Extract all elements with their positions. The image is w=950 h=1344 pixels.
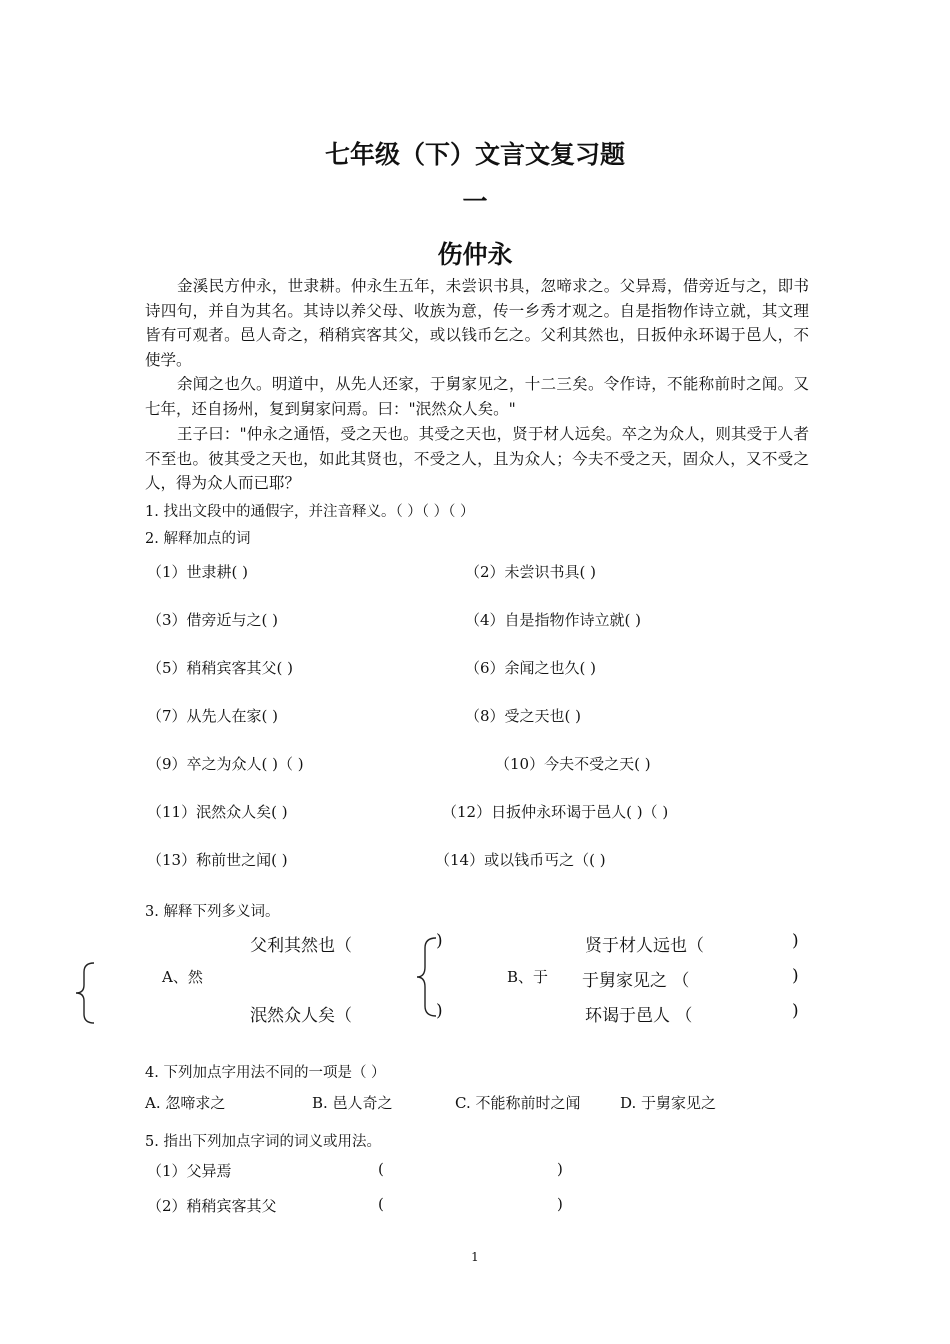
question-2: 2. 解释加点的词 (145, 531, 251, 547)
q2-item: （3）借旁近与之( ) (147, 611, 279, 629)
q4-option: D. 于舅家见之 (620, 1094, 717, 1112)
question-1: 1. 找出文段中的通假字，并注音释义。（ ）（ ）（ ） (145, 504, 475, 520)
q3-a-line: 父利其然也（ (250, 936, 352, 956)
left-brace-icon (72, 960, 100, 1026)
q5-item: （1）父异焉 (147, 1162, 232, 1180)
q3-b-close: ) (792, 1001, 799, 1021)
q3-a-label: A、然 (162, 968, 203, 986)
question-4: 4. 下列加点字用法不同的一项是（ ） (145, 1065, 386, 1081)
q2-item: （5）稍稍宾客其父( ) (147, 659, 294, 677)
q5-blank-open: ( (378, 1195, 384, 1213)
q3-b-close: ) (792, 931, 799, 951)
paragraph-1: 金溪民方仲永，世隶耕。仲永生五年，未尝识书具，忽啼求之。父异焉，借旁近与之，即书诗四句，并自为其名。其诗以养父母、收族为意，传一乡秀才观之。自是指物作诗立就，其文理皆有可观者。邑人奇之，稍稍宾客其父，或以钱币乞之。父利其然也，日扳仲永环谒于邑人，不使学。 (145, 277, 809, 369)
question-5: 5. 指出下列加点字词的词义或用法。 (145, 1134, 381, 1150)
section-number: 一 (462, 187, 488, 216)
q5-blank-close: ) (557, 1195, 563, 1213)
q3-a-line: 泯然众人矣（ (250, 1006, 352, 1026)
q5-blank-open: ( (378, 1160, 384, 1178)
q3-b-line: 于舅家见之 （ (582, 971, 690, 991)
q3-a-close: ) (436, 931, 443, 951)
q4-option: B. 邑人奇之 (312, 1094, 393, 1112)
q2-item: （1）世隶耕( ) (147, 563, 249, 581)
q3-a-close: ) (436, 1001, 443, 1021)
q3-b-label: B、于 (507, 968, 549, 986)
q4-option: A. 忽啼求之 (145, 1094, 226, 1112)
q2-item: （2）未尝识书具( ) (465, 563, 597, 581)
paragraph-3: 王子曰："仲永之通悟，受之天也。其受之天也，贤于材人远矣。卒之为众人，则其受于人者不至也。彼其受之天也，如此其贤也，不受之人，且为众人；今夫不受之天，固众人，又不受之人，得为众人而已耶？ (145, 425, 809, 492)
paragraph-2: 余闻之也久。明道中，从先人还家，于舅家见之，十二三矣。令作诗，不能称前时之闻。又七年，还自扬州，复到舅家问焉。曰："泯然众人矣。" (145, 375, 809, 418)
q2-item: （12）日扳仲永环谒于邑人( )（ ) (442, 803, 669, 821)
q2-item: （13）称前世之闻( ) (147, 851, 288, 869)
article-title: 伤仲永 (437, 240, 513, 269)
q4-option: C. 不能称前时之闻 (455, 1094, 581, 1112)
q3-b-line: 贤于材人远也（ (585, 936, 704, 956)
q2-item: （4）自是指物作诗立就( ) (465, 611, 642, 629)
q2-item: （7）从先人在家( ) (147, 707, 279, 725)
q2-item: （8）受之天也( ) (465, 707, 582, 725)
q2-item: （14）或以钱币丐之（( ) (435, 851, 606, 869)
q5-item: （2）稍稍宾客其父 (147, 1197, 277, 1215)
q2-item: （6）余闻之也久( ) (465, 659, 597, 677)
question-3: 3. 解释下列多义词。 (145, 904, 280, 920)
document-title: 七年级（下）文言文复习题 (324, 140, 625, 169)
q5-blank-close: ) (557, 1160, 563, 1178)
q2-item: （11）泯然众人矣( ) (147, 803, 288, 821)
q2-item: （9）卒之为众人( )（ ) (147, 755, 304, 773)
page-number: 1 (471, 1250, 479, 1264)
q3-b-close: ) (792, 966, 799, 986)
q3-b-line: 环谒于邑人 （ (585, 1006, 693, 1026)
q2-item: （10）今夫不受之天( ) (495, 755, 651, 773)
